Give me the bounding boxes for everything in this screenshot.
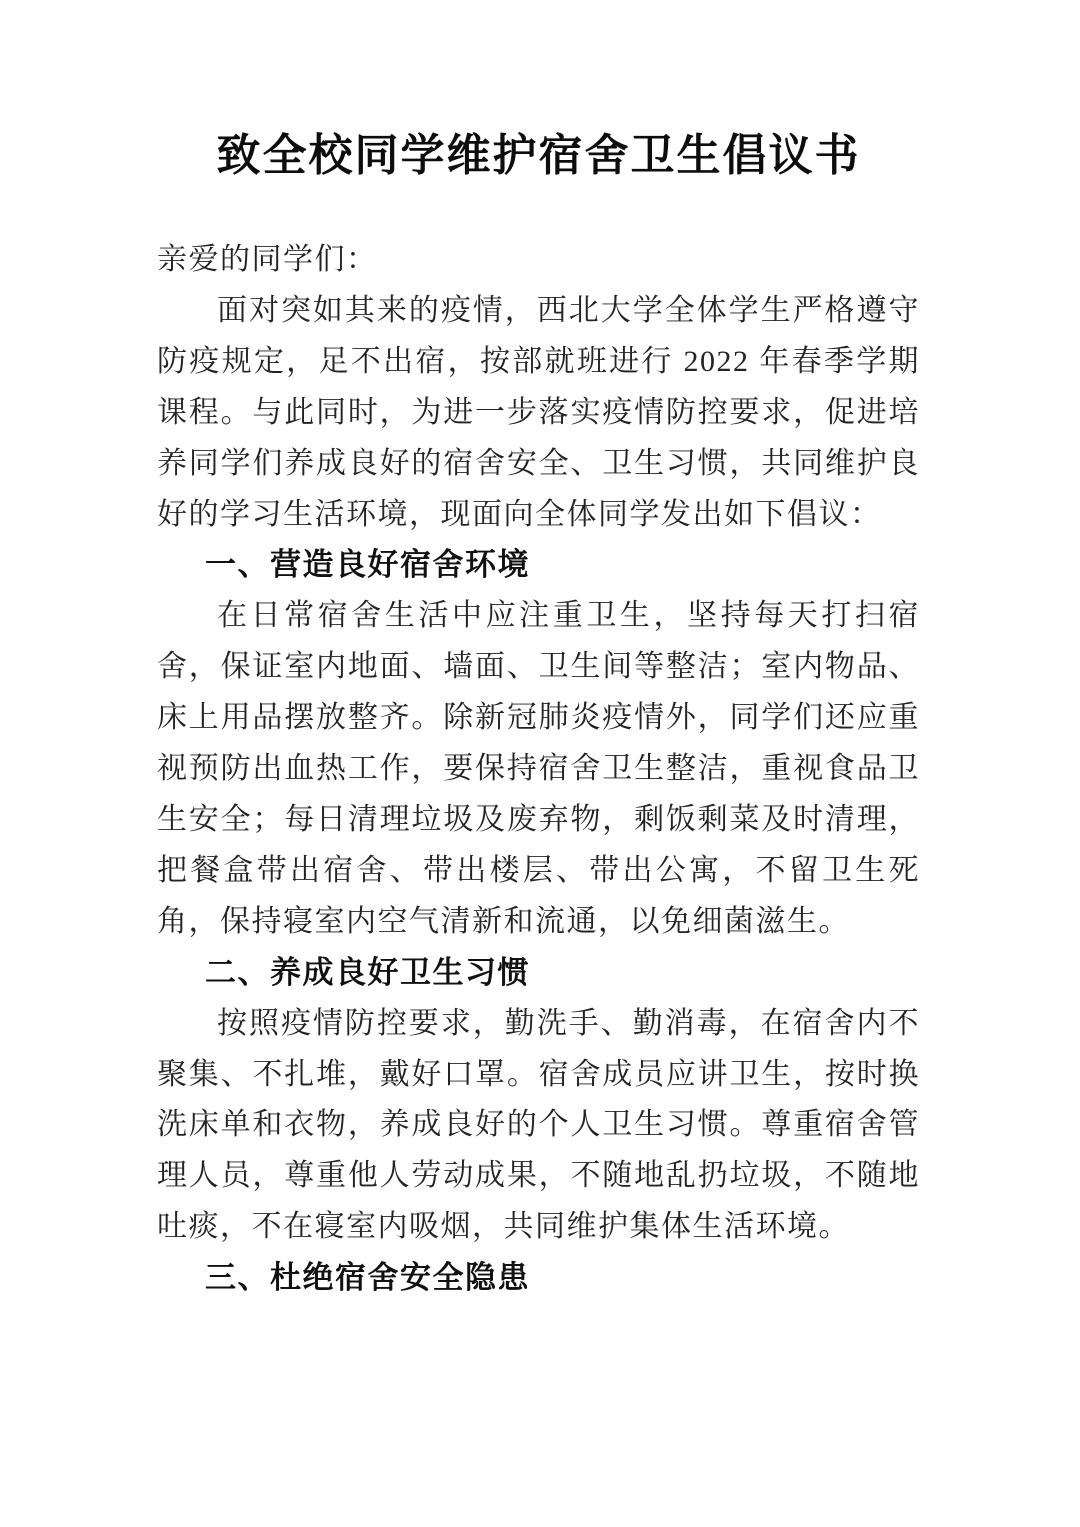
section-1-body: 在日常宿舍生活中应注重卫生，坚持每天打扫宿舍，保证室内地面、墙面、卫生间等整洁；室内物品、床上用品摆放整齐。除新冠肺炎疫情外，同学们还应重视预防出血热工作，要保持宿舍卫生整洁，重视食品卫生安全；每日清理垃圾及废弃物，剩饭剩菜及时清理，把餐盒带出宿舍、带出楼层、带出公寓，不留卫生死角，保持寝室内空气清新和流通，以免细菌滋生。	[157, 599, 920, 938]
document-body	[157, 235, 920, 1304]
section-2-body: 按照疫情防控要求，勤洗手、勤消毒，在宿舍内不聚集、不扎堆，戴好口罩。宿舍成员应讲卫生，按时换洗床单和衣物，养成良好的个人卫生习惯。尊重宿舍管理人员，尊重他人劳动成果，不随地乱扔垃圾，不随地吐痰，不在寝室内吸烟，共同维护集体生活环境。	[157, 1006, 920, 1244]
section-3-heading: 三、杜绝宿舍安全隐患	[205, 1260, 530, 1296]
section-1-heading: 一、营造良好宿舍环境	[205, 547, 530, 583]
document-title: 致全校同学维护宿舍卫生倡议书	[216, 131, 861, 180]
section-2-heading: 二、养成良好卫生习惯	[205, 954, 530, 990]
intro-paragraph: 面对突如其来的疫情，西北大学全体学生严格遵守防疫规定，足不出宿，按部就班进行 2022 年春季学期课程。与此同时，为进一步落实疫情防控要求，促进培养同学们养成良好的宿舍安全、卫生习惯，共同维护良好的学习生活环境，现面向全体同学发出如下倡议：	[157, 293, 920, 531]
salutation: 亲爱的同学们：	[157, 243, 378, 276]
